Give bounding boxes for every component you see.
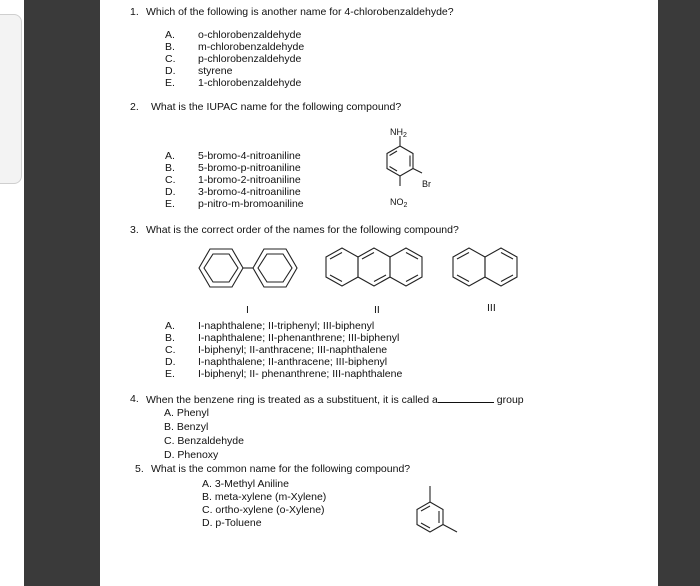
sidebar-toggle-tab[interactable] <box>0 14 22 184</box>
q2-option-letter: C. <box>165 174 176 186</box>
q3-structure-I-biphenyl <box>195 244 310 292</box>
viewer-margin-left <box>24 0 100 586</box>
q5-option: B. meta-xylene (m-Xylene) <box>202 491 327 503</box>
q1-number: 1. <box>130 6 139 18</box>
q3-structure-II-anthracene <box>322 246 442 292</box>
q4-number: 4. <box>130 393 139 405</box>
q2-option-text: 3-bromo-4-nitroaniline <box>198 186 301 198</box>
q3-structure-III-naphthalene <box>449 246 531 292</box>
q2-molecule-amine-label: $NH_2$ <box>390 127 407 139</box>
q5-text: What is the common name for the following compound? <box>151 463 411 475</box>
q1-option-text: m-chlorobenzaldehyde <box>198 41 305 53</box>
q5-option: D. p-Toluene <box>202 517 262 529</box>
q3-structure-label-II: II <box>374 304 380 316</box>
q3-option-letter: C. <box>165 344 176 356</box>
q5-option: A. 3-Methyl Aniline <box>202 478 289 490</box>
document-page <box>100 0 658 586</box>
q3-option-text: I-naphthalene; II-triphenyl; III-biphenyl <box>198 320 375 332</box>
q4-option: B. Benzyl <box>164 421 209 433</box>
q1-option-letter: D. <box>165 65 176 77</box>
q3-option-letter: E. <box>165 368 175 380</box>
q2-option-letter: B. <box>165 162 175 174</box>
q4-text: When the benzene ring is treated as a substituent, it is called a group <box>146 394 524 406</box>
q3-text: What is the correct order of the names for the following compound? <box>146 224 459 236</box>
q4-option: C. Benzaldehyde <box>164 435 244 447</box>
q1-option-letter: E. <box>165 77 175 89</box>
q1-option-letter: C. <box>165 53 176 65</box>
q1-option-letter: A. <box>165 29 175 41</box>
q5-option: C. ortho-xylene (o-Xylene) <box>202 504 325 516</box>
q3-option-text: I-naphthalene; II-phenanthrene; III-biphenyl <box>198 332 400 344</box>
q4-answer-blank <box>438 393 494 403</box>
q3-option-text: I-biphenyl; II- phenanthrene; III-naphthalene <box>198 368 403 380</box>
q3-option-letter: A. <box>165 320 175 332</box>
q3-option-text: I-naphthalene; II-anthracene; III-biphenyl <box>198 356 388 368</box>
q4-option: A. Phenyl <box>164 407 209 419</box>
q3-structure-label-I: I <box>246 304 249 316</box>
q1-option-text: styrene <box>198 65 233 77</box>
q2-text: What is the IUPAC name for the following compound? <box>151 101 402 113</box>
q2-option-text: 5-bromo-p-nitroaniline <box>198 162 301 174</box>
q1-option-letter: B. <box>165 41 175 53</box>
q2-option-text: 1-bromo-2-nitroaniline <box>198 174 301 186</box>
q3-number: 3. <box>130 224 139 236</box>
q2-benzene-ring-structure <box>370 136 430 196</box>
q1-option-text: p-chlorobenzaldehyde <box>198 53 302 65</box>
viewer-margin-right <box>658 0 700 586</box>
q2-option-letter: E. <box>165 198 175 210</box>
q1-option-text: o-chlorobenzaldehyde <box>198 29 302 41</box>
q2-option-text: 5-bromo-4-nitroaniline <box>198 150 301 162</box>
q5-number: 5. <box>135 463 144 475</box>
q2-molecule-nitro-label: $NO_2$ <box>390 197 408 209</box>
q2-option-letter: D. <box>165 186 176 198</box>
q5-xylene-structure <box>406 486 466 546</box>
q3-structure-label-III: III <box>487 302 496 314</box>
q2-molecule-bromo-label: Br <box>422 179 431 189</box>
q1-option-text: 1-chlorobenzaldehyde <box>198 77 302 89</box>
q2-option-letter: A. <box>165 150 175 162</box>
q2-option-text: p-nitro-m-bromoaniline <box>198 198 304 210</box>
q1-text: Which of the following is another name for 4-chlorobenzaldehyde? <box>146 6 454 18</box>
q3-option-letter: D. <box>165 356 176 368</box>
q2-number: 2. <box>130 101 139 113</box>
q3-option-letter: B. <box>165 332 175 344</box>
q3-option-text: I-biphenyl; II-anthracene; III-naphthalene <box>198 344 388 356</box>
q4-option: D. Phenoxy <box>164 449 219 461</box>
